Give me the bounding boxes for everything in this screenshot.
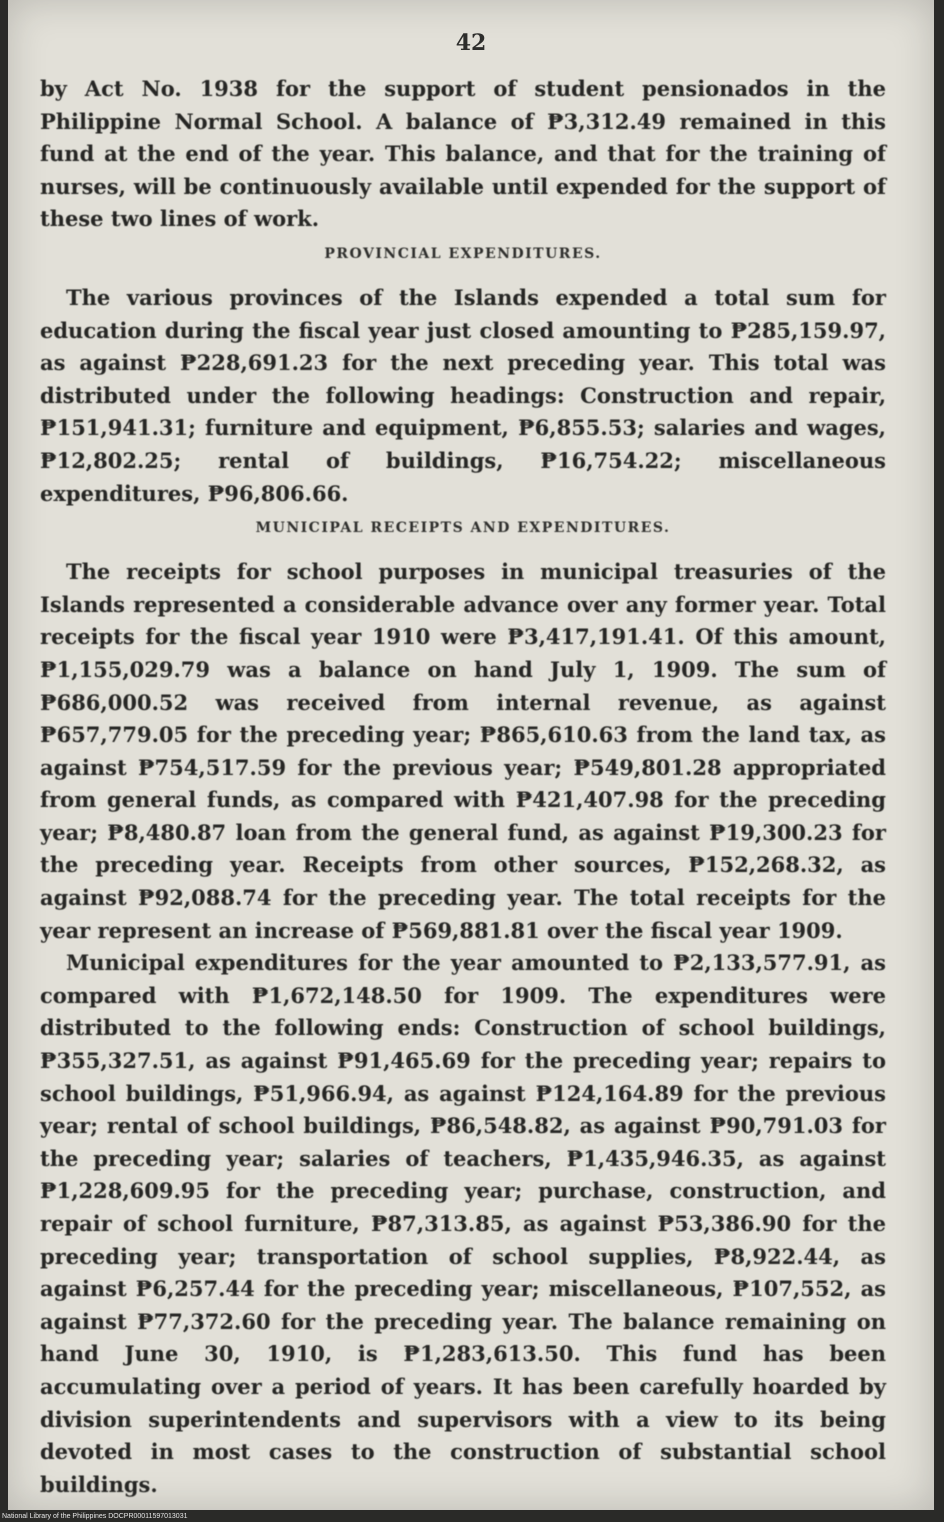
heading-provincial-expenditures: PROVINCIAL EXPENDITURES. bbox=[324, 245, 602, 262]
document-page bbox=[8, 0, 934, 1510]
page-body bbox=[40, 73, 886, 1501]
page-number: 42 bbox=[455, 30, 487, 56]
paragraph-municipal-expenditures: Municipal expenditures for the year amounted to ₱2,133,577.91, as compared with ₱1,672,148.50 for 1909. The expenditures were distributed to the following ends: Construction of school buildings, ₱355,327.51, as against ₱91,465.69 for the preceding year; repairs to school buildings, ₱51,966.94, as against ₱124,164.89 for the previous year; rental of school buildings, ₱86,548.82, as against ₱90,791.03 for the preceding year; salaries of teachers, ₱1,435,946.35, as against ₱1,228,609.95 for the preceding year; purchase, construction, and repair of school furniture, ₱87,313.85, as against ₱53,386.90 for the preceding year; transportation of school supplies, ₱8,922.44, as against ₱6,257.44 for the preceding year; miscellaneous, ₱107,552, as against ₱77,372.60 for the preceding year. The balance remaining on hand June 30, 1910, is ₱1,283,613.50. This fund has been accumulating over a period of years. It has been carefully hoarded by division superintendents and supervisors with a view to its being devoted in most cases to the construction of substantial school buildings. bbox=[40, 950, 886, 1497]
paragraph-continuation: by Act No. 1938 for the support of student pensionados in the Philippine Normal School. A balance of ₱3,312.49 remained in this fund at the end of the year. This balance, and that for the training of nurses, will be continuously available until expended for the support of these two lines of work. bbox=[40, 76, 886, 232]
paragraph-provincial: The various provinces of the Islands expended a total sum for education during the fiscal year just closed amounting to ₱285,159.97, as against ₱228,691.23 for the next preceding year. This total was distributed under the following headings: Construction and repair, ₱151,941.31; furniture and equipment, ₱6,855.53; salaries and wages, ₱12,802.25; rental of buildings, ₱16,754.22; miscellaneous expenditures, ₱96,806.66. bbox=[40, 284, 886, 506]
heading-municipal-receipts: MUNICIPAL RECEIPTS AND EXPENDITURES. bbox=[255, 520, 671, 537]
paragraph-municipal-receipts: The receipts for school purposes in municipal treasuries of the Islands represented a considerable advance over any former year. Total receipts for the fiscal year 1910 were ₱3,417,191.41. Of this amount, ₱1,155,029.79 was a balance on hand July 1, 1909. The sum of ₱686,000.52 was received from internal revenue, as against ₱657,779.05 for the preceding year; ₱865,610.63 from the land tax, as against ₱754,517.59 for the previous year; ₱549,801.28 appropriated from general funds, as compared with ₱421,407.98 for the preceding year; ₱8,480.87 loan from the general fund, as against ₱19,300.23 for the preceding year. Receipts from other sources, ₱152,268.32, as against ₱92,088.74 for the preceding year. The total receipts for the year represent an increase of ₱569,881.81 over the fiscal year 1909. bbox=[40, 559, 886, 943]
archive-footer: National Library of the Philippines DOCPR00011597013031 bbox=[2, 1513, 188, 1520]
